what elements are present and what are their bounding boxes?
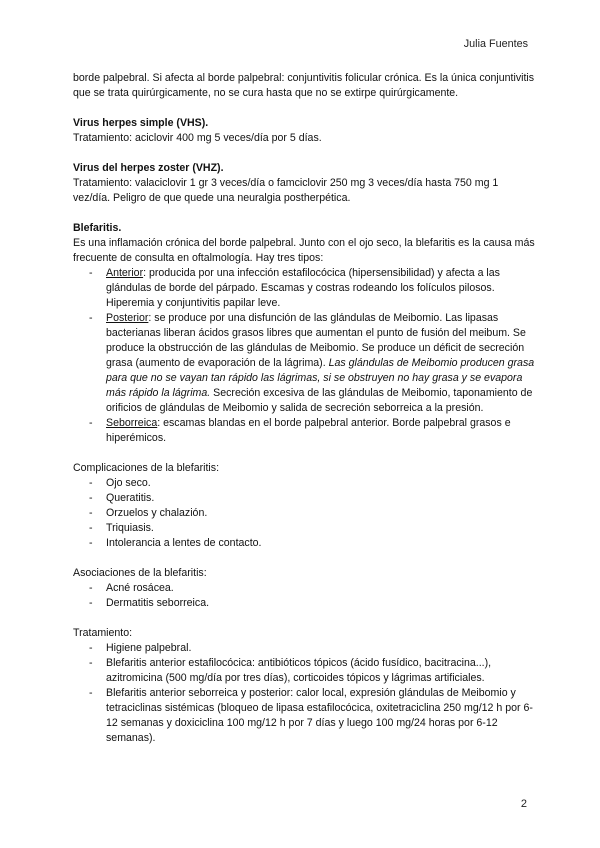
vhs-treatment: Tratamiento: aciclovir 400 mg 5 veces/día por 5 días. <box>73 132 322 144</box>
blefaritis-intro: Es una inflamación crónica del borde palpebral. Junto con el ojo seco, la blefaritis es la causa más frecuente de consulta en oftalmología. Hay tres tipos: <box>73 237 535 264</box>
complications-heading: Complicaciones de la blefaritis: <box>73 462 220 474</box>
vhz-heading: Virus del herpes zoster (VHZ). <box>73 162 224 174</box>
type-name: Posterior <box>106 312 149 324</box>
type-name: Anterior <box>106 267 144 279</box>
associations-heading: Asociaciones de la blefaritis: <box>73 567 207 579</box>
list-item: - Intolerancia a lentes de contacto. <box>73 536 535 551</box>
type-italic-note: Las glándulas de Meibomio producen grasa para que no se vayan tan rápido las lágrimas, si se obstruyen no hay grasa y se evapora más rápido la lágrima. <box>106 357 535 399</box>
list-item: - Blefaritis anterior estafilocócica: antibióticos tópicos (ácido fusídico, bacitracina...), azitromicina (500 mg/día por tres días), corticoides tópicos y lágrimas artificiales. <box>73 656 535 686</box>
list-item: - Triquiasis. <box>73 521 535 536</box>
type-name: Seborreica <box>106 417 158 429</box>
list-item: - Acné rosácea. <box>73 581 535 596</box>
list-item: - Ojo seco. <box>73 476 535 491</box>
type-text-after: Secreción excesiva de las glándulas de Meibomio, taponamiento de orificios de glándulas de Meibomio y salida de secreción seborreica a la presión. <box>106 387 533 414</box>
vhz-treatment: Tratamiento: valaciclovir 1 gr 3 veces/día o famciclovir 250 mg 3 veces/día hasta 750 mg 1 vez/día. Peligro de que quede una neuralgia postherpética. <box>73 177 499 204</box>
list-item: - Queratitis. <box>73 491 535 506</box>
complications-list <box>73 476 535 551</box>
list-item <box>73 416 535 446</box>
intro-paragraph: borde palpebral. Si afecta al borde palpebral: conjuntivitis folicular crónica. Es la única conjuntivitis que se trata quirúrgicamente, no se cura hasta que no se extirpe quirúrgicamente. <box>73 72 535 99</box>
treatment-list <box>73 641 535 746</box>
blefaritis-types-list <box>73 266 535 446</box>
type-text: : producida por una infección estafilocócica (hipersensibilidad) y afecta a las glándulas de borde del párpado. Escamas y costras rodeando los folículos pilosos. Hiperemia y conjuntivitis papilar leve. <box>106 267 500 309</box>
list-item <box>73 311 535 416</box>
page-number: 2 <box>520 798 527 810</box>
blefaritis-heading: Blefaritis. <box>73 222 122 234</box>
vhs-heading: Virus herpes simple (VHS). <box>73 117 209 129</box>
list-item: - Blefaritis anterior seborreica y posterior: calor local, expresión glándulas de Meibomio y tetraciclinas sistémicas (bloqueo de lipasa estafilocócica, oxitetraciclina 250 mg/12 h por 6-12 semanas y doxiciclina 100 mg/12 h por 7 días y luego 100 mg/24 horas por 6-12 semanas). <box>73 686 535 746</box>
list-item: - Orzuelos y chalazión. <box>73 506 535 521</box>
list-item: - Dermatitis seborreica. <box>73 596 535 611</box>
type-text: : escamas blandas en el borde palpebral anterior. Borde palpebral grasos e hiperémicos. <box>106 417 511 444</box>
treatment-heading: Tratamiento: <box>73 627 133 639</box>
page-content <box>73 71 535 746</box>
list-item: - Higiene palpebral. <box>73 641 535 656</box>
header-author: Julia Fuentes <box>463 38 528 50</box>
associations-list <box>73 581 535 611</box>
list-item <box>73 266 535 311</box>
type-text: : se produce por una disfunción de las glándulas de Meibomio. Las lipasas bacterianas liberan ácidos grasos libres que aumentan el punto de fusión del meibum. Se produce la obstrucción de las glándulas de Meibomio. Se produce un déficit de secreción grasa (aumento de evaporación de la lágrima). <box>106 312 526 369</box>
